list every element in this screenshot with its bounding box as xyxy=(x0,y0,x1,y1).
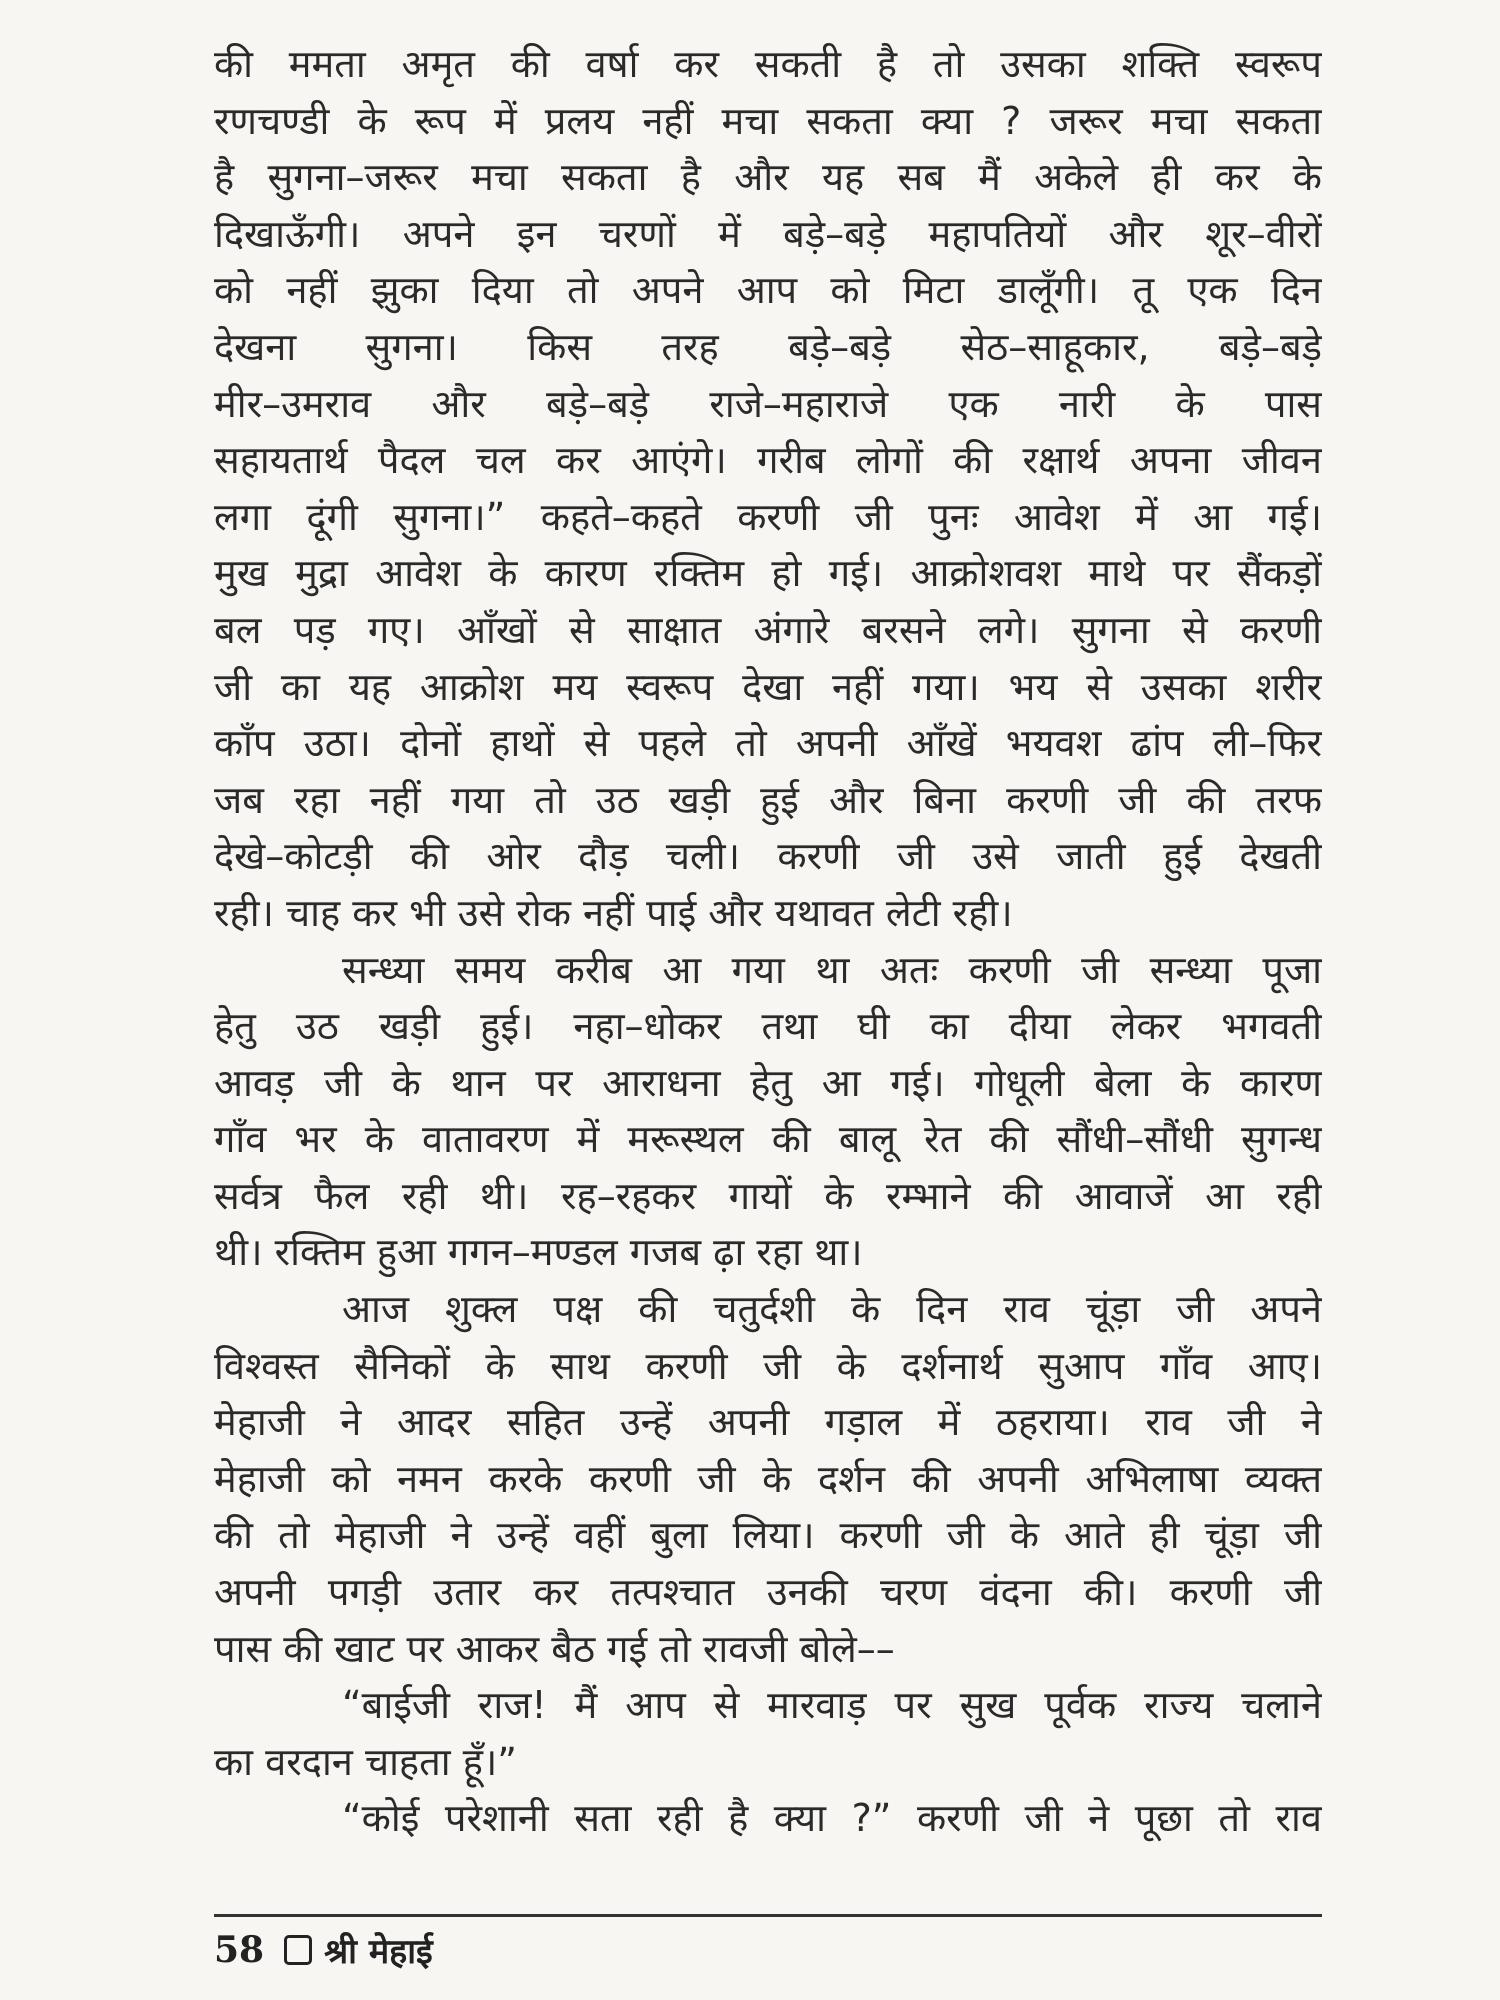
text-line: मेहाजी ने आदर सहित उन्हें अपनी गड़ाल में ठहराया। राव जी ने xyxy=(214,1400,1322,1445)
text-line: सर्वत्र फैल रही थी। रह–रहकर गायों के रम्भाने की आवाजें आ रही xyxy=(214,1173,1322,1218)
text-line: मुख मुद्रा आवेश के कारण रक्तिम हो गई। आक्रोशवश माथे पर सैंकड़ों xyxy=(214,551,1322,596)
text-line: विश्वस्त सैनिकों के साथ करणी जी के दर्शनार्थ सुआप गाँव आए। xyxy=(214,1343,1322,1388)
page-body-text xyxy=(214,36,1322,1847)
text-line: थी। रक्तिम हुआ गगन–मण्डल गजब ढ़ा रहा था। xyxy=(214,1230,863,1275)
text-line: हेतु उठ खड़ी हुई। नहा–धोकर तथा घी का दीया लेकर भगवती xyxy=(214,1004,1322,1049)
text-line: बल पड़ गए। आँखों से साक्षात अंगारे बरसने लगे। सुगना से करणी xyxy=(214,607,1322,652)
text-line: की तो मेहाजी ने उन्हें वहीं बुला लिया। करणी जी के आते ही चूंड़ा जी xyxy=(214,1513,1322,1558)
text-line: रही। चाह कर भी उसे रोक नहीं पाई और यथावत लेटी रही। xyxy=(214,890,1013,935)
page-number: 58 xyxy=(214,1929,265,1971)
text-line: काँप उठा। दोनों हाथों से पहले तो अपनी आँखें भयवश ढांप ली–फिर xyxy=(214,721,1322,766)
text-line: आवड़ जी के थान पर आराधना हेतु आ गई। गोधूली बेला के कारण xyxy=(214,1060,1322,1105)
text-line: की ममता अमृत की वर्षा कर सकती है तो उसका शक्ति स्वरूप xyxy=(214,42,1322,86)
text-line: जी का यह आक्रोश मय स्वरूप देखा नहीं गया। भय से उसका शरीर xyxy=(214,664,1322,709)
text-line: गाँव भर के वातावरण में मरूस्थल की बालू रेत की सौंधी–सौंधी सुगन्ध xyxy=(214,1117,1322,1162)
checkbox-square-icon xyxy=(284,1935,312,1965)
text-line: दिखाऊँगी। अपने इन चरणों में बड़े–बड़े महापतियों और शूर–वीरों xyxy=(214,211,1322,256)
text-line: देखे–कोटड़ी की ओर दौड़ चली। करणी जी उसे जाती हुई देखती xyxy=(214,834,1322,879)
text-line: देखना सुगना। किस तरह बड़े–बड़े सेठ–साहूकार, बड़े–बड़े xyxy=(214,324,1322,369)
text-line: आज शुक्ल पक्ष की चतुर्दशी के दिन राव चूंड़ा जी अपने xyxy=(342,1287,1322,1332)
text-line: “बाईजी राज! मैं आप से मारवाड़ पर सुख पूर्वक राज्य चलाने xyxy=(342,1683,1322,1728)
text-line: मेहाजी को नमन करके करणी जी के दर्शन की अपनी अभिलाषा व्यक्त xyxy=(214,1456,1322,1501)
book-title: श्री मेहाई xyxy=(324,1932,433,1972)
text-line: लगा दूंगी सुगना।” कहते–कहते करणी जी पुनः आवेश में आ गई। xyxy=(214,494,1322,539)
page-footer xyxy=(214,1924,433,1976)
text-line: मीर–उमराव और बड़े–बड़े राजे–महाराजे एक नारी के पास xyxy=(214,381,1322,426)
text-line: जब रहा नहीं गया तो उठ खड़ी हुई और बिना करणी जी की तरफ xyxy=(214,777,1322,822)
text-line: रणचण्डी के रूप में प्रलय नहीं मचा सकता क्या ? जरूर मचा सकता xyxy=(214,98,1322,143)
text-line: पास की खाट पर आकर बैठ गई तो रावजी बोले–– xyxy=(214,1626,895,1671)
text-line: “कोई परेशानी सता रही है क्या ?” करणी जी ने पूछा तो राव xyxy=(342,1796,1322,1841)
text-line: को नहीं झुका दिया तो अपने आप को मिटा डालूँगी। तू एक दिन xyxy=(214,268,1322,313)
text-line: अपनी पगड़ी उतार कर तत्पश्चात उनकी चरण वंदना की। करणी जी xyxy=(214,1570,1322,1615)
text-line: सहायतार्थ पैदल चल कर आएंगे। गरीब लोगों की रक्षार्थ अपना जीवन xyxy=(214,438,1322,483)
text-line: का वरदान चाहता हूँ।” xyxy=(214,1739,517,1784)
text-line: है सुगना–जरूर मचा सकता है और यह सब मैं अकेले ही कर के xyxy=(214,155,1322,200)
text-line: सन्ध्या समय करीब आ गया था अतः करणी जी सन्ध्या पूजा xyxy=(342,947,1322,992)
footer-rule xyxy=(214,1914,1322,1917)
